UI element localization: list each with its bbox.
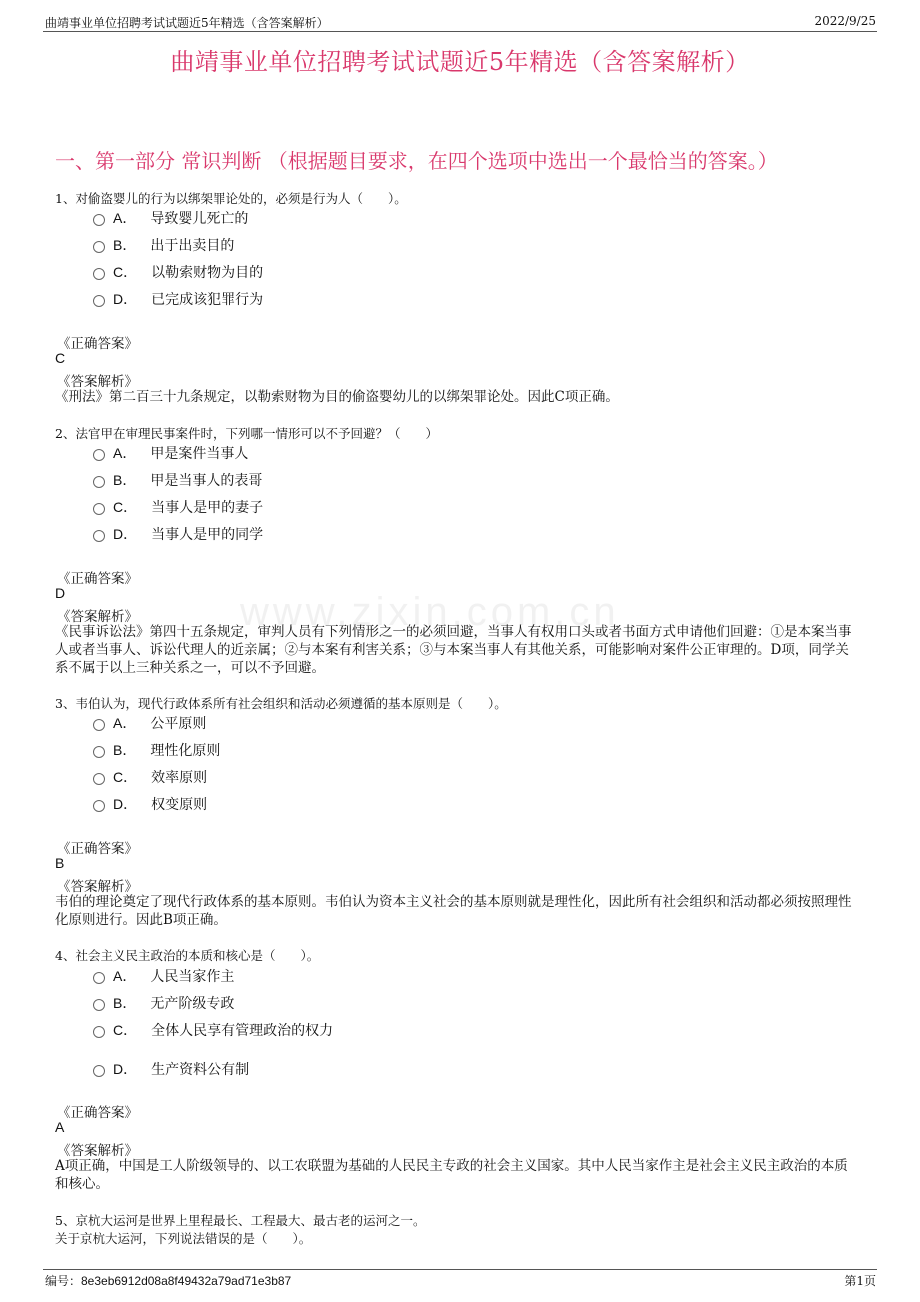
header-divider	[43, 31, 877, 32]
option-letter: C．	[113, 499, 138, 515]
option-letter: D．	[113, 526, 138, 542]
radio-icon[interactable]	[93, 800, 105, 812]
correct-answer-label: 《正确答案》	[57, 571, 138, 587]
question-2-option-b[interactable]	[93, 470, 262, 490]
option-letter: C．	[113, 264, 138, 280]
question-3-text: 3、韦伯认为，现代行政体系所有社会组织和活动必须遵循的基本原则是（ ）。	[55, 696, 507, 711]
option-letter: B．	[113, 237, 137, 253]
option-text: 全体人民享有管理政治的权力	[151, 1023, 334, 1039]
option-letter: B．	[113, 472, 137, 488]
option-text: 出于出卖目的	[150, 238, 235, 254]
option-text: 甲是当事人的表哥	[150, 473, 263, 489]
option-text: 已完成该犯罪行为	[151, 292, 264, 308]
question-1-option-b[interactable]	[93, 235, 234, 255]
question-4-option-b[interactable]	[93, 993, 234, 1013]
option-text: 理性化原则	[150, 743, 221, 759]
correct-answer-value: A	[55, 1119, 65, 1135]
footer-divider	[43, 1269, 877, 1270]
analysis-text: A项正确，中国是工人阶级领导的、以工农联盟为基础的人民民主专政的社会主义国家。其中人民当家作主是社会主义民主政治的本质和核心。	[55, 1158, 848, 1192]
analysis-text: 《刑法》第二百三十九条规定，以勒索财物为目的偷盗婴幼儿的以绑架罪论处。因此C项正确。	[55, 389, 619, 405]
radio-icon[interactable]	[93, 530, 105, 542]
analysis-label: 《答案解析》	[57, 609, 138, 625]
radio-icon[interactable]	[93, 746, 105, 758]
question-3-option-c[interactable]	[93, 767, 207, 787]
question-4-option-c[interactable]	[93, 1020, 333, 1040]
option-text: 无产阶级专政	[150, 996, 235, 1012]
option-letter: A．	[113, 210, 137, 226]
option-letter: B．	[113, 995, 137, 1011]
question-4-text: 4、社会主义民主政治的本质和核心是（ ）。	[55, 948, 320, 963]
question-2-option-a[interactable]	[93, 443, 248, 463]
option-letter: D．	[113, 796, 138, 812]
option-text: 甲是案件当事人	[150, 446, 249, 462]
analysis-label: 《答案解析》	[57, 879, 138, 895]
section-heading: 一、第一部分 常识判断 （根据题目要求，在四个选项中选出一个最恰当的答案。）	[55, 149, 778, 173]
question-3-option-a[interactable]	[93, 713, 206, 733]
question-2-option-d[interactable]	[93, 524, 263, 544]
option-letter: C．	[113, 769, 138, 785]
radio-icon[interactable]	[93, 214, 105, 226]
question-2-text: 2、法官甲在审理民事案件时，下列哪一情形可以不予回避？（ ）	[55, 426, 438, 441]
option-text: 人民当家作主	[150, 969, 235, 985]
analysis-text: 韦伯的理论奠定了现代行政体系的基本原则。韦伯认为资本主义社会的基本原则就是理性化，因此所有社会组织和活动都必须按照理性化原则进行。因此B项正确。	[55, 894, 852, 928]
question-1-text: 1、对偷盗婴儿的行为以绑架罪论处的，必须是行为人（ ）。	[55, 191, 407, 206]
analysis-text: 《民事诉讼法》第四十五条规定，审判人员有下列情形之一的必须回避，当事人有权用口头或者书面方式申请他们回避：①是本案当事人或者当事人、诉讼代理人的近亲属；②与本案有利害关系；③与本案当事人有其他关系，可能影响对案件公正审理的。D项，同学关系不属于以上三种关系之一，可以不予回避。	[55, 624, 852, 676]
analysis-label: 《答案解析》	[57, 1143, 138, 1159]
radio-icon[interactable]	[93, 268, 105, 280]
radio-icon[interactable]	[93, 972, 105, 984]
radio-icon[interactable]	[93, 1026, 105, 1038]
question-3-option-d[interactable]	[93, 794, 207, 814]
question-3-option-b[interactable]	[93, 740, 220, 760]
option-letter: A．	[113, 445, 137, 461]
option-text: 生产资料公有制	[151, 1062, 250, 1078]
page-title: 曲靖事业单位招聘考试试题近5年精选（含答案解析）	[170, 48, 750, 76]
radio-icon[interactable]	[93, 719, 105, 731]
question-5-text: 5、京杭大运河是世界上里程最长、工程最大、最古老的运河之一。	[55, 1213, 426, 1228]
option-letter: A．	[113, 715, 137, 731]
option-letter: D．	[113, 291, 138, 307]
correct-answer-label: 《正确答案》	[57, 841, 138, 857]
correct-answer-value: B	[55, 855, 65, 871]
correct-answer-value: C	[55, 350, 66, 366]
option-text: 以勒索财物为目的	[151, 265, 264, 281]
option-text: 公平原则	[150, 716, 207, 732]
option-letter: A．	[113, 968, 137, 984]
option-text: 当事人是甲的同学	[151, 527, 264, 543]
radio-icon[interactable]	[93, 773, 105, 785]
option-text: 当事人是甲的妻子	[151, 500, 264, 516]
watermark: www.zixin.com.cn	[240, 590, 620, 634]
question-4-option-d[interactable]	[93, 1059, 249, 1079]
question-4-option-a[interactable]	[93, 966, 234, 986]
option-letter: B．	[113, 742, 137, 758]
radio-icon[interactable]	[93, 241, 105, 253]
radio-icon[interactable]	[93, 503, 105, 515]
question-1-option-a[interactable]	[93, 208, 248, 228]
radio-icon[interactable]	[93, 1065, 105, 1077]
correct-answer-label: 《正确答案》	[57, 336, 138, 352]
header-date: 2022/9/25	[814, 14, 876, 28]
option-text: 导致婴儿死亡的	[150, 211, 249, 227]
option-letter: D．	[113, 1061, 138, 1077]
radio-icon[interactable]	[93, 295, 105, 307]
analysis-label: 《答案解析》	[57, 374, 138, 390]
question-1-option-d[interactable]	[93, 289, 263, 309]
question-1-option-c[interactable]	[93, 262, 263, 282]
correct-answer-value: D	[55, 585, 66, 601]
question-5-subtext: 关于京杭大运河，下列说法错误的是（ ）。	[55, 1231, 312, 1246]
option-text: 效率原则	[151, 770, 208, 786]
header-doc-title: 曲靖事业单位招聘考试试题近5年精选（含答案解析）	[45, 16, 329, 30]
footer-page-number: 第1页	[844, 1274, 876, 1288]
footer-doc-id: 编号：8e3eb6912d08a8f49432a79ad71e3b87	[45, 1274, 292, 1288]
question-2-option-c[interactable]	[93, 497, 263, 517]
radio-icon[interactable]	[93, 476, 105, 488]
option-text: 权变原则	[151, 797, 208, 813]
radio-icon[interactable]	[93, 449, 105, 461]
correct-answer-label: 《正确答案》	[57, 1105, 138, 1121]
option-letter: C．	[113, 1022, 138, 1038]
radio-icon[interactable]	[93, 999, 105, 1011]
